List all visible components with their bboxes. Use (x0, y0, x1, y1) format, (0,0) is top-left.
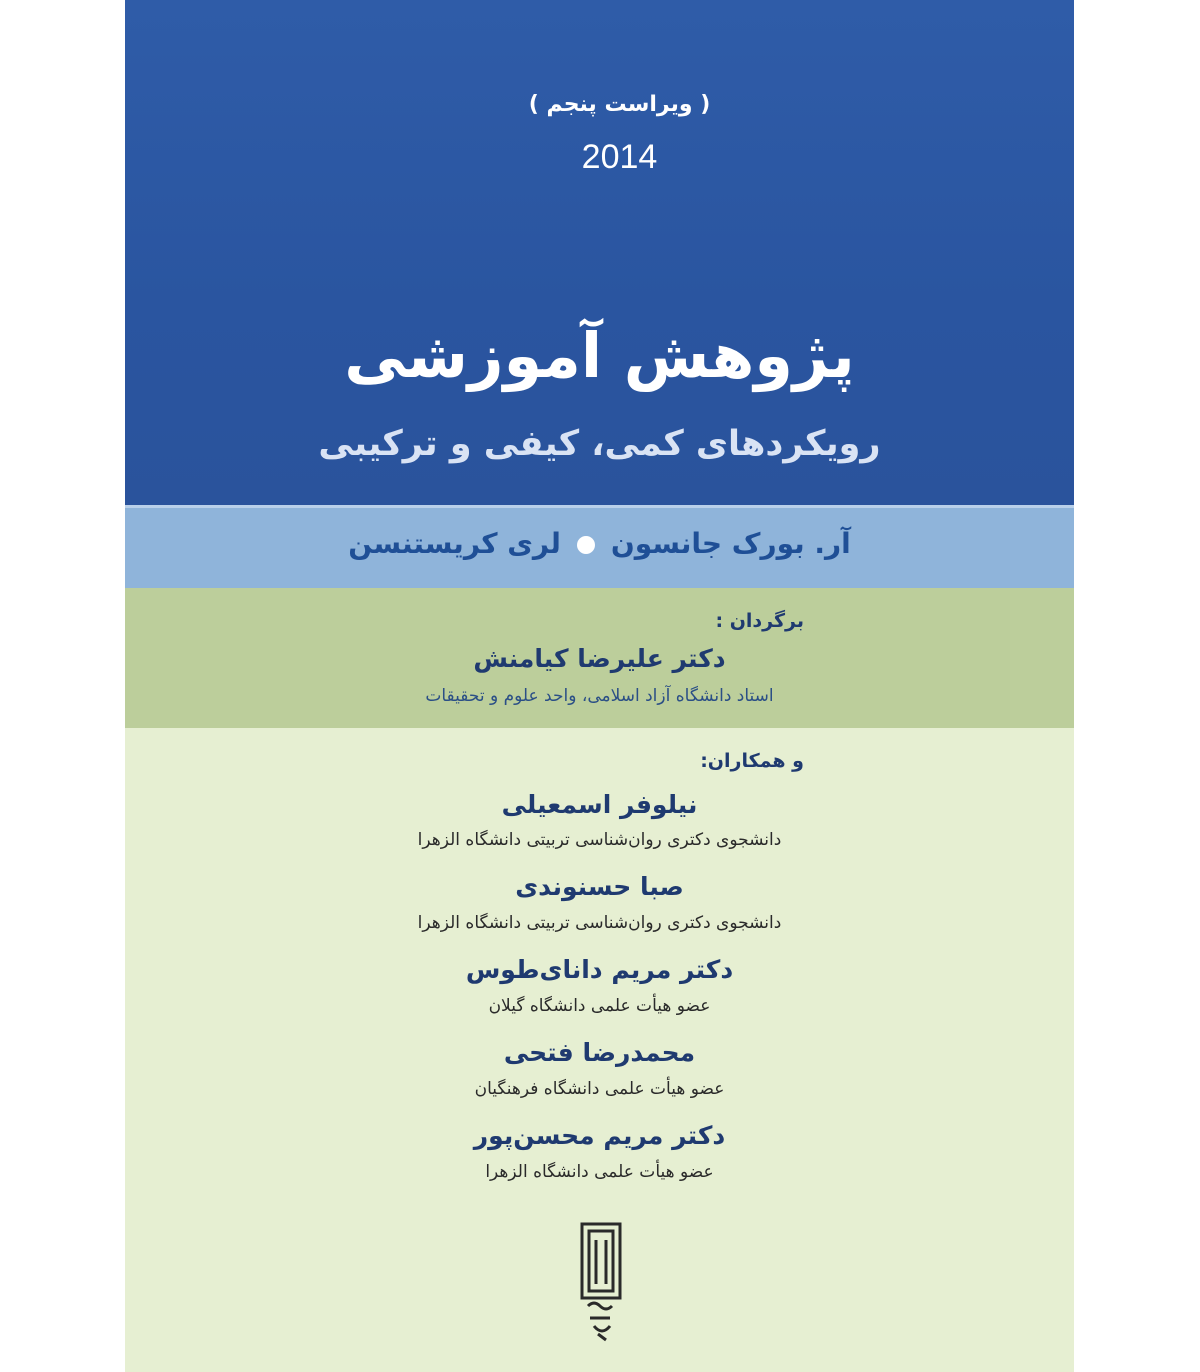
translator-block (284, 610, 804, 632)
collaborator-affiliation: عضو هیأت علمی دانشگاه الزهرا (485, 1162, 714, 1182)
collaborator-affiliation: دانشجوی دکتری روان‌شناسی تربیتی دانشگاه الزهرا (417, 913, 782, 933)
publication-year: 2014 (581, 138, 658, 176)
translator-label: برگردان : (715, 610, 804, 632)
separator-dot-icon (577, 536, 595, 554)
collaborator-name: محمدرضا فتحی (503, 1038, 696, 1067)
collaborator-affiliation: عضو هیأت علمی دانشگاه گیلان (488, 996, 711, 1016)
translator-affiliation: استاد دانشگاه آزاد اسلامی، واحد علوم و تحقیقات (425, 686, 774, 706)
collaborators-label: و همکاران: (700, 750, 804, 772)
collaborator-name: نیلوفر اسمعیلی (501, 790, 698, 819)
collaborator-name: صبا حسنوندی (515, 872, 684, 901)
collaborator-affiliation: عضو هیأت علمی دانشگاه فرهنگیان (474, 1079, 725, 1099)
collaborator-name: دکتر مریم دانای‌طوس (465, 955, 734, 984)
translator-name: دکتر علیرضا کیامنش (473, 644, 726, 673)
collaborator-affiliation: دانشجوی دکتری روان‌شناسی تربیتی دانشگاه الزهرا (417, 830, 782, 850)
book-cover (125, 0, 1074, 1372)
book-subtitle: رویکردهای کمی، کیفی و ترکیبی (318, 424, 881, 464)
author-name: آر. بورک جانسون (610, 527, 851, 560)
edition-label: ( ویراست پنجم ) (528, 92, 711, 117)
author-name: لری کریستنسن (348, 527, 561, 560)
author-names (125, 527, 1074, 560)
collaborators-block (284, 750, 804, 772)
publisher-logo-icon (580, 1222, 622, 1342)
book-title: پژوهش آموزشی (344, 319, 855, 392)
collaborator-name: دکتر مریم محسن‌پور (473, 1121, 726, 1150)
